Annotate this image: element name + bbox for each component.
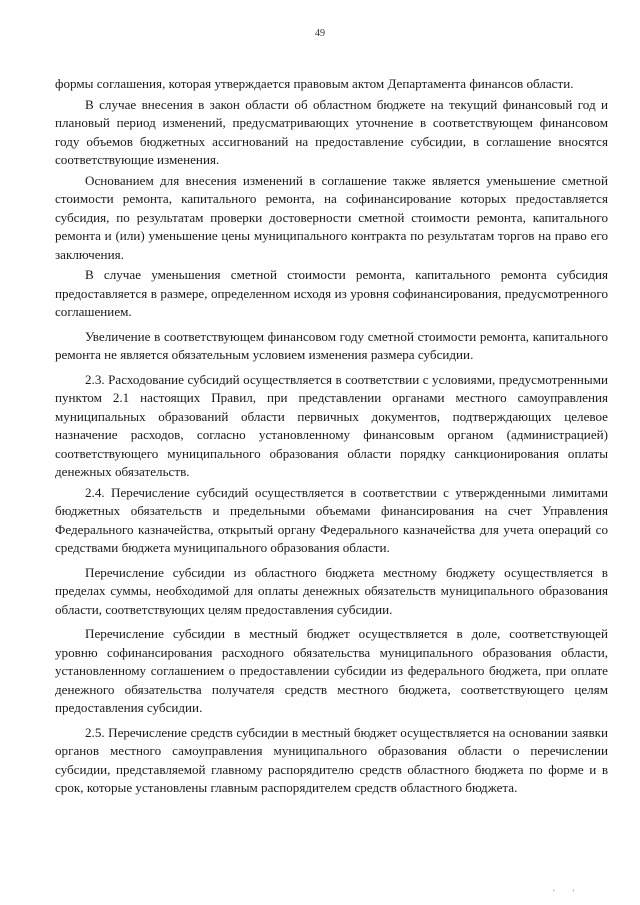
document-body <box>55 75 608 798</box>
paragraph: В случае уменьшения сметной стоимости ремонта, капитального ремонта субсидия предоставляется в размере, определенном исходя из уровня софинансирования, предусмотренного соглашением. <box>55 267 608 319</box>
paragraph: В случае внесения в закон области об областном бюджете на текущий финансовый год и плановый период изменений, предусматривающих уточнение в соответствующем финансовом году объемов бюджетных ассигнований на предоставление субсидии, в соглашение вносятся соответствующие изменения. <box>55 96 608 167</box>
paragraph: 2.4. Перечисление субсидий осуществляется в соответствии с утвержденными лимитами бюджетных обязательств и предельными объемами финансирования на счет Управления Федерального казначейства, открытый органу Федерального казначейства для учета операций со средствами бюджета муниципального образования области. <box>55 484 608 555</box>
paragraph: 2.5. Перечисление средств субсидии в местный бюджет осуществляется на основании заявки органов местного самоуправления муниципального образования области о перечислении субсидии, представляемой главному распорядителю средств областного бюджета по форме и в срок, которые установлены главным распорядителем средств областного бюджета. <box>55 724 608 795</box>
paragraph: Перечисление субсидии из областного бюджета местному бюджету осуществляется в пределах суммы, необходимой для оплаты денежных обязательств муниципального образования области, соответствующих целям предоставления субсидии. <box>55 564 608 617</box>
paragraph: 2.3. Расходование субсидий осуществляется в соответствии с условиями, предусмотренными пунктом 2.1 настоящих Правил, при представлении органами местного самоуправления муниципальных образований области первичных документов, подтверждающих целевое назначение расходов, согласно установленному финансовым органом (администрацией) соответствующего муниципального образования области порядку санкционирования оплаты денежных обязательств. <box>55 371 608 479</box>
paragraph: Основанием для внесения изменений в соглашение также является уменьшение сметной стоимости ремонта, капитального ремонта, на софинансирование которых предоставляется субсидия, по результатам проверки достоверности сметной стоимости ремонта, капитального ремонта и (или) уменьшение цены муниципального контракта по результатам торгов на право его заключения. <box>55 172 608 262</box>
page-number: 49 <box>315 28 325 39</box>
scan-marks: ' ' <box>553 888 582 897</box>
paragraph: Увеличение в соответствующем финансовом году сметной стоимости ремонта, капитального ремонта не является обязательным условием изменения размера субсидии. <box>55 328 608 362</box>
paragraph: Перечисление субсидии в местный бюджет осуществляется в доле, соответствующей уровню софинансирования расходного обязательства муниципального образования области, установленному соглашением о предоставлении субсидии из федерального бюджета, при оплате денежного обязательства получателя средств местного бюджета, соответствующего целям предоставления субсидии. <box>55 626 608 715</box>
paragraph: формы соглашения, которая утверждается правовым актом Департамента финансов области. <box>55 76 574 91</box>
